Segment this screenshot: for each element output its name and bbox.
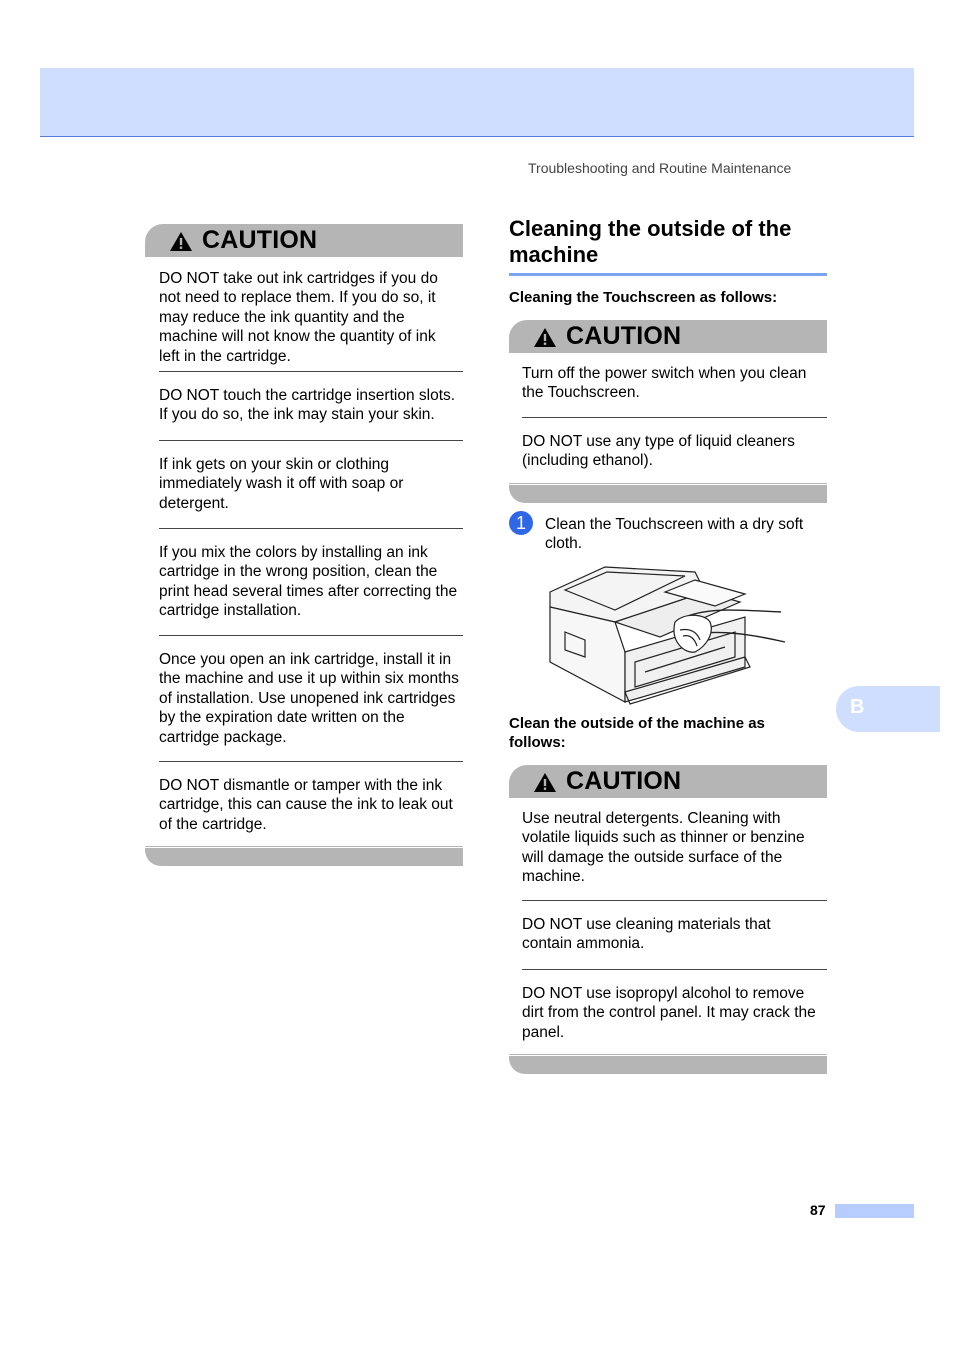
caution-item: Once you open an ink cartridge, install it in the machine and use it up within six months of installation. Use unopened ink cartridges by the expiration date written on the cartridge package.	[159, 651, 459, 746]
caution-label: CAUTION	[566, 767, 682, 795]
caution-item: DO NOT use cleaning materials that contain ammonia.	[522, 916, 771, 953]
caution-divider	[159, 440, 463, 441]
printer-cleaning-illustration	[545, 562, 790, 707]
caution-divider	[522, 969, 827, 970]
chapter-side-tab	[836, 686, 940, 732]
outside-caution-box	[509, 765, 827, 1074]
warning-triangle-icon	[533, 771, 557, 793]
caution-label: CAUTION	[202, 226, 318, 254]
outside-subhead: Clean the outside of the machine as follows:	[509, 715, 765, 752]
caution-item: Use neutral detergents. Cleaning with volatile liquids such as thinner or benzine will damage the outside surface of the machine.	[522, 810, 805, 886]
caution-footer	[509, 482, 827, 503]
warning-triangle-icon	[533, 326, 557, 348]
caution-divider	[522, 900, 827, 901]
running-head: Troubleshooting and Routine Maintenance	[528, 160, 792, 176]
caution-header	[509, 765, 827, 798]
caution-item: Turn off the power switch when you clean the Touchscreen.	[522, 365, 807, 402]
caution-header	[145, 224, 463, 257]
caution-divider	[522, 417, 827, 418]
caution-item: If you mix the colors by installing an ink cartridge in the wrong position, clean the print head several times after correcting the cartridge installation.	[159, 544, 458, 620]
caution-divider	[159, 528, 463, 529]
header-band	[40, 68, 914, 137]
caution-divider	[159, 761, 463, 762]
caution-divider	[159, 371, 463, 372]
caution-item: DO NOT take out ink cartridges if you do not need to replace them. If you do so, it may reduce the ink quantity and the machine will not know the quantity of ink left in the cartridge.	[159, 270, 438, 365]
left-caution-box	[145, 224, 463, 866]
caution-header	[509, 320, 827, 353]
step-number-badge: 1	[509, 511, 533, 535]
chapter-letter: B	[850, 696, 865, 718]
caution-label: CAUTION	[566, 322, 682, 350]
caution-item: DO NOT touch the cartridge insertion slots. If you do so, the ink may stain your skin.	[159, 387, 456, 424]
caution-item: DO NOT dismantle or tamper with the ink cartridge, this can cause the ink to leak out of the cartridge.	[159, 777, 453, 833]
caution-footer	[145, 845, 463, 866]
section-title: Cleaning the outside of the machine	[509, 216, 792, 267]
caution-item: DO NOT use any type of liquid cleaners (including ethanol).	[522, 433, 795, 470]
title-rule	[509, 273, 827, 276]
caution-item: DO NOT use isopropyl alcohol to remove dirt from the control panel. It may crack the panel.	[522, 985, 816, 1041]
caution-item: If ink gets on your skin or clothing immediately wash it off with soap or detergent.	[159, 456, 404, 512]
touchscreen-subhead: Cleaning the Touchscreen as follows:	[509, 289, 778, 306]
step-text: Clean the Touchscreen with a dry soft cloth.	[545, 516, 804, 553]
warning-triangle-icon	[169, 230, 193, 252]
touchscreen-caution-box	[509, 320, 827, 503]
page-number-bar	[835, 1204, 914, 1218]
page-number: 87	[810, 1202, 826, 1218]
caution-footer	[509, 1053, 827, 1074]
caution-divider	[159, 635, 463, 636]
